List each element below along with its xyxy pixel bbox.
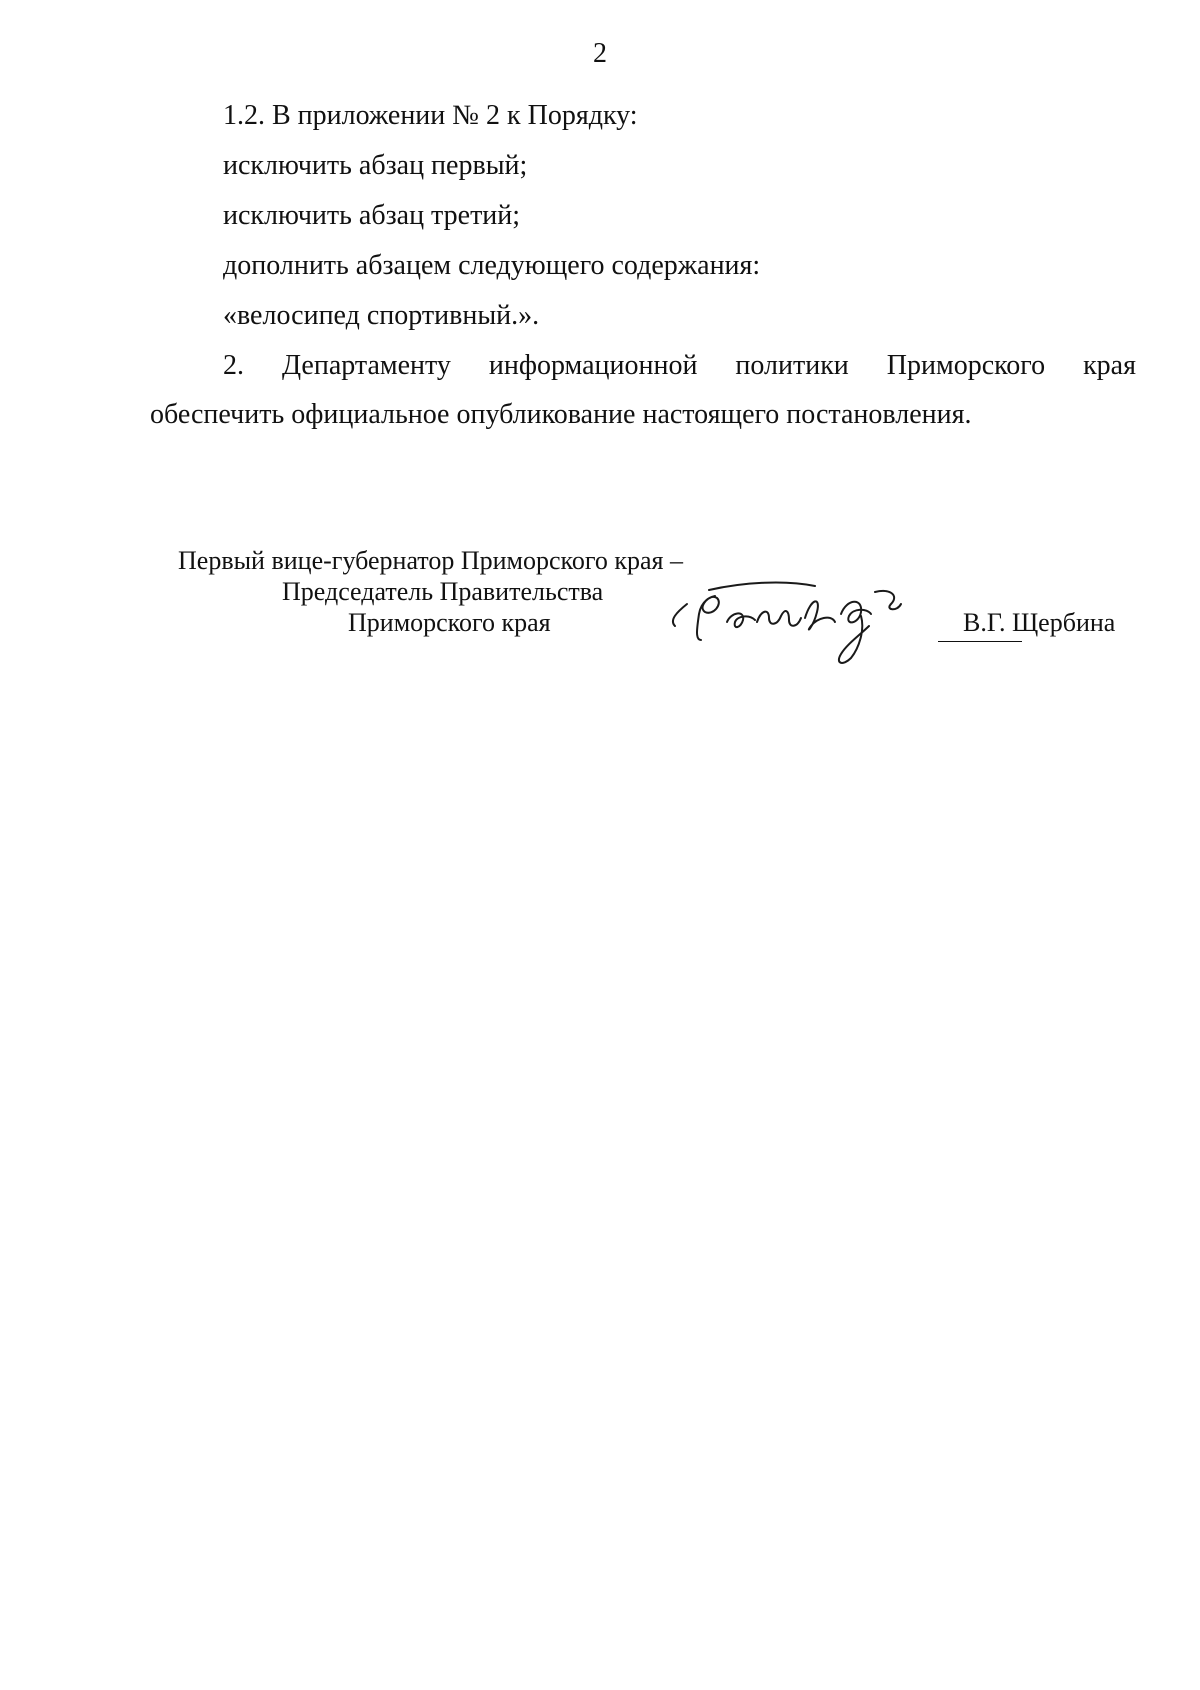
page-number: 2 [593, 38, 607, 69]
signatory-title-line-1: Первый вице-губернатор Приморского края – [178, 546, 683, 575]
item-2-word: политики [735, 350, 849, 381]
amendment-line-2: исключить абзац третий; [223, 200, 521, 231]
item-2-word: Департаменту [281, 350, 451, 381]
amendment-line-3: дополнить абзацем следующего содержания: [223, 250, 761, 281]
signatory-name: В.Г. Щербина [963, 608, 1116, 637]
amendment-line-1: исключить абзац первый; [223, 150, 528, 181]
item-2-word: Приморского [886, 350, 1046, 381]
amendment-line-4: «велосипед спортивный.». [223, 300, 540, 331]
signatory-title-line-3: Приморского края [348, 608, 551, 637]
signature-underline [938, 641, 1022, 642]
item-1-2-heading: 1.2. В приложении № 2 к Порядку: [223, 100, 638, 131]
item-2-first-line [223, 350, 1136, 382]
handwritten-signature [665, 568, 935, 688]
item-2-word: информационной [488, 350, 698, 381]
item-2-word: края [1083, 350, 1136, 381]
item-2-word: 2. [223, 350, 244, 381]
item-2-continuation: обеспечить официальное опубликование настоящего постановления. [150, 399, 972, 430]
signatory-title-line-2: Председатель Правительства [282, 577, 604, 606]
